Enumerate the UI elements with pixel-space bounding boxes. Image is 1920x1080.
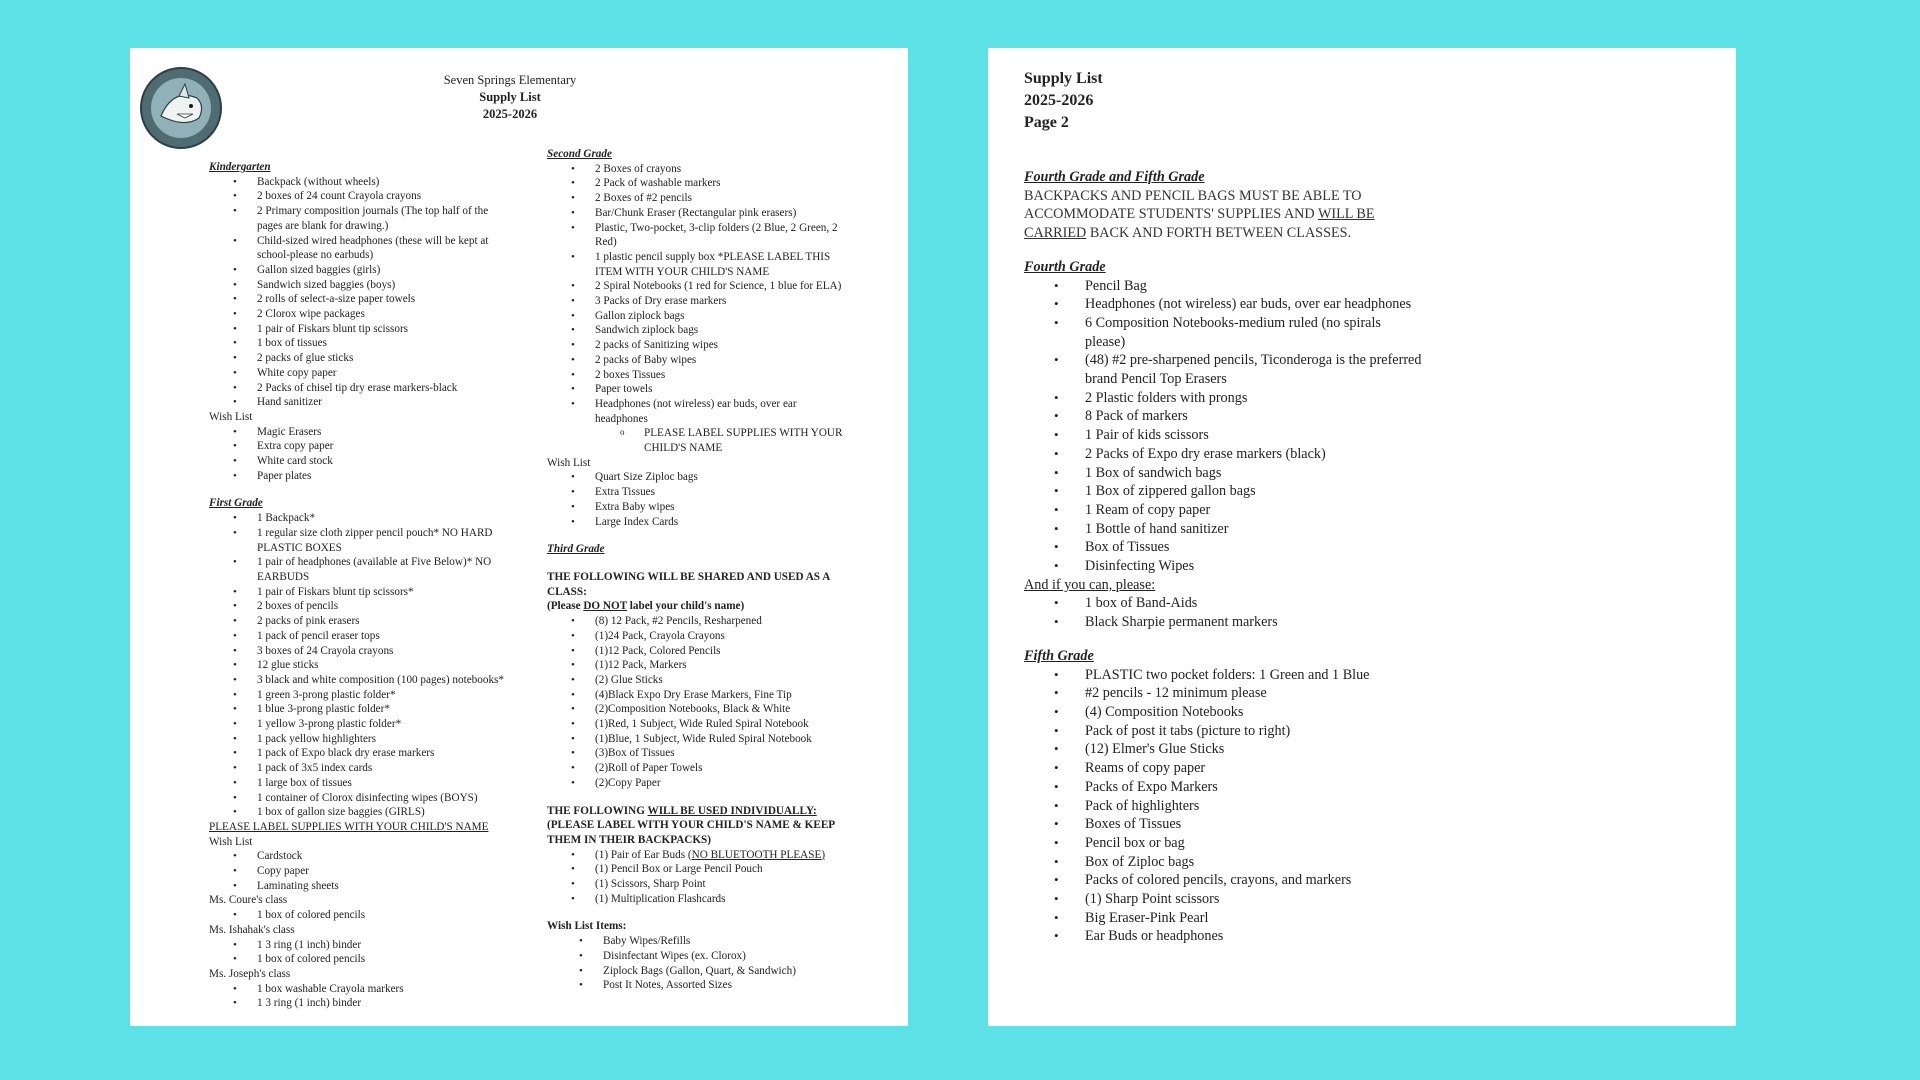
list-item: • Plastic, Two-pocket, 3-clip folders (2 Blue, 2 Green, 2 Red)	[547, 221, 847, 250]
list-item: • 1 Box of sandwich bags	[1024, 464, 1424, 483]
list-item: • 1 Backpack*	[209, 511, 509, 526]
list-item: • 1 box of gallon size baggies (GIRLS)	[209, 805, 509, 820]
combined-note	[1024, 187, 1424, 243]
list-item: • (3)Box of Tissues	[547, 746, 847, 761]
list-item: • 2 packs of glue sticks	[209, 351, 509, 366]
list-item: • Ear Buds or headphones	[1024, 927, 1424, 946]
list-item: • (1) Scissors, Sharp Point	[547, 877, 847, 892]
list-item: • 1 box of colored pencils	[209, 908, 509, 923]
list-item: • (1)12 Pack, Colored Pencils	[547, 644, 847, 659]
list-item: • 1 pack of pencil eraser tops	[209, 629, 509, 644]
third-grade-wish-label: Wish List Items:	[547, 920, 627, 933]
list-item: • (1) Sharp Point scissors	[1024, 890, 1424, 909]
individual-list-rest	[547, 862, 847, 906]
shared-note-post: label your child's name)	[626, 600, 745, 613]
kindergarten-wish-label: Wish List	[209, 410, 253, 423]
list-item: • 1 Box of zippered gallon bags	[1024, 482, 1424, 501]
list-item: • 1 Ream of copy paper	[1024, 501, 1424, 520]
list-item: • 1 box washable Crayola markers	[209, 982, 509, 997]
individual-heading	[547, 804, 847, 819]
individual-heading-pre: THE FOLLOWING	[547, 804, 648, 817]
list-item: • 6 Composition Notebooks-medium ruled (no spirals please)	[1024, 314, 1424, 351]
list-item: • (1)12 Pack, Markers	[547, 658, 847, 673]
list-item: • 2 Primary composition journals (The top half of the pages are blank for drawing.)	[209, 204, 509, 233]
list-item: • 1 Pair of kids scissors	[1024, 426, 1424, 445]
first-grade-wish-label: Wish List	[209, 835, 253, 848]
list-item: • (2)Roll of Paper Towels	[547, 761, 847, 776]
list-item: • Hand sanitizer	[209, 395, 509, 410]
list-item: • Gallon ziplock bags	[547, 309, 847, 324]
list-item: • (2)Composition Notebooks, Black & White	[547, 702, 847, 717]
list-item: • Laminating sheets	[209, 879, 509, 894]
kindergarten-list	[209, 175, 509, 410]
list-item: • White copy paper	[209, 366, 509, 381]
list-item: • 2 boxes of pencils	[209, 599, 509, 614]
page-2-header	[1024, 68, 1103, 134]
list-item: • Extra Tissues	[547, 485, 847, 500]
second-grade-sub-note	[547, 426, 847, 455]
list-item: • 1 pack of 3x5 index cards	[209, 761, 509, 776]
list-item: • 2 rolls of select-a-size paper towels	[209, 292, 509, 307]
list-item: • 3 black and white composition (100 pages) notebooks*	[209, 673, 509, 688]
list-item: • Sandwich sized baggies (boys)	[209, 278, 509, 293]
list-item: • Gallon sized baggies (girls)	[209, 263, 509, 278]
third-grade-wish-list	[547, 934, 847, 993]
combined-heading: Fourth Grade and Fifth Grade	[1024, 169, 1205, 185]
list-item: • Copy paper	[209, 864, 509, 879]
school-logo-icon	[139, 66, 223, 150]
list-item: • (1)Red, 1 Subject, Wide Ruled Spiral Notebook	[547, 717, 847, 732]
list-item: • 8 Pack of markers	[1024, 407, 1424, 426]
list-item: • 3 boxes of 24 Crayola crayons	[209, 644, 509, 659]
sub-note-item: o PLEASE LABEL SUPPLIES WITH YOUR CHILD'S NAME	[547, 426, 847, 455]
list-item: • Boxes of Tissues	[1024, 815, 1424, 834]
list-item: • Pencil Bag	[1024, 277, 1424, 296]
list-item: • 1 pair of headphones (available at Five Below)* NO EARBUDS	[209, 555, 509, 584]
list-item: • Baby Wipes/Refills	[547, 934, 847, 949]
list-item: • 2 packs of pink erasers	[209, 614, 509, 629]
list-item: • Headphones (not wireless) ear buds, over ear headphones	[547, 397, 847, 426]
list-item: • (1)24 Pack, Crayola Crayons	[547, 629, 847, 644]
list-item: • 2 packs of Baby wipes	[547, 353, 847, 368]
list-item: • 2 Packs of Expo dry erase markers (black)	[1024, 445, 1424, 464]
combined-note-post: BACK AND FORTH BETWEEN CLASSES.	[1086, 225, 1352, 242]
list-item: • Extra copy paper	[209, 439, 509, 454]
list-item: • Pencil box or bag	[1024, 834, 1424, 853]
second-grade-wish-label: Wish List	[547, 456, 591, 469]
list-item: • 2 Pack of washable markers	[547, 176, 847, 191]
list-item: • (12) Elmer's Glue Sticks	[1024, 740, 1424, 759]
first-grade-wish-list	[209, 849, 509, 893]
fourth-grade-list	[1024, 277, 1424, 576]
school-year: 2025-2026	[482, 107, 538, 121]
list-item: • 1 container of Clorox disinfecting wipes (BOYS)	[209, 791, 509, 806]
list-item: • 1 pack of Expo black dry erase markers	[209, 746, 509, 761]
fifth-grade-heading: Fifth Grade	[1024, 647, 1094, 664]
first-grade-heading: First Grade	[209, 497, 263, 510]
list-item: • 1 box of colored pencils	[209, 952, 509, 967]
list-item: • (1) Pencil Box or Large Pencil Pouch	[547, 862, 847, 877]
second-grade-wish-list	[547, 470, 847, 529]
list-item: • Packs of colored pencils, crayons, and markers	[1024, 871, 1424, 890]
kindergarten-wish-list	[209, 425, 509, 484]
list-item: • Sandwich ziplock bags	[547, 323, 847, 338]
list-item: • Backpack (without wheels)	[209, 175, 509, 190]
list-item: • Pack of post it tabs (picture to right)	[1024, 722, 1424, 741]
class-joseph-label: Ms. Joseph's class	[209, 967, 291, 980]
first-grade-label-note: PLEASE LABEL SUPPLIES WITH YOUR CHILD'S NAME	[209, 820, 489, 833]
list-item: • Ziplock Bags (Gallon, Quart, & Sandwich)	[547, 964, 847, 979]
shared-note	[547, 599, 847, 614]
list-item: • Post It Notes, Assorted Sizes	[547, 978, 847, 993]
list-item: • Reams of copy paper	[1024, 759, 1424, 778]
page-2-number: Page 2	[1024, 114, 1069, 131]
document-title: Supply List	[479, 90, 541, 104]
combined-note-emph: WILL BE CARRIED	[1024, 206, 1375, 242]
earbuds-emph: NO BLUETOOTH PLEASE)	[691, 848, 826, 861]
list-item: • 12 glue sticks	[209, 658, 509, 673]
class-coure-list	[209, 908, 509, 923]
list-item: • (1)Blue, 1 Subject, Wide Ruled Spiral Notebook	[547, 732, 847, 747]
class-joseph-list	[209, 982, 509, 1011]
page-2-column	[1024, 168, 1424, 946]
list-item: • (8) 12 Pack, #2 Pencils, Resharpened	[547, 614, 847, 629]
list-item: • 3 Packs of Dry erase markers	[547, 294, 847, 309]
list-item: • 1 pair of Fiskars blunt tip scissors	[209, 322, 509, 337]
combined-note-pre: BACKPACKS AND PENCIL BAGS MUST BE ABLE TO ACCOMMODATE STUDENTS' SUPPLIES AND	[1024, 187, 1362, 223]
list-item: • (1) Multiplication Flashcards	[547, 892, 847, 907]
list-item: • Quart Size Ziploc bags	[547, 470, 847, 485]
list-item: • 1 3 ring (1 inch) binder	[209, 938, 509, 953]
list-item: • 2 Packs of chisel tip dry erase markers-black	[209, 381, 509, 396]
class-coure-label: Ms. Coure's class	[209, 894, 288, 907]
list-item: • Packs of Expo Markers	[1024, 778, 1424, 797]
list-item: • 1 blue 3-prong plastic folder*	[209, 702, 509, 717]
list-item: • Paper plates	[209, 469, 509, 484]
first-grade-list	[209, 511, 509, 820]
earbuds-pre: (1) Pair of Ear Buds (	[595, 848, 692, 861]
list-item: • Disinfecting Wipes	[1024, 557, 1424, 576]
list-item: • White card stock	[209, 454, 509, 469]
list-item: • (4)Black Expo Dry Erase Markers, Fine Tip	[547, 688, 847, 703]
school-name: Seven Springs Elementary	[443, 73, 577, 87]
list-item: • 2 boxes of 24 count Crayola crayons	[209, 189, 509, 204]
list-item: • Cardstock	[209, 849, 509, 864]
list-item: • Large Index Cards	[547, 515, 847, 530]
list-item: • 2 packs of Sanitizing wipes	[547, 338, 847, 353]
class-ishahak-label: Ms. Ishahak's class	[209, 923, 295, 936]
list-item: • 2 Boxes of crayons	[547, 162, 847, 177]
list-item: • Box of Tissues	[1024, 538, 1424, 557]
individual-heading-emph: WILL BE USED INDIVIDUALLY:	[647, 804, 817, 817]
list-item: • (4) Composition Notebooks	[1024, 703, 1424, 722]
list-item: • Paper towels	[547, 382, 847, 397]
shared-note-emph: DO NOT	[583, 600, 627, 613]
individual-note: (PLEASE LABEL WITH YOUR CHILD'S NAME & KEEP THEM IN THEIR BACKPACKS)	[547, 819, 835, 846]
page-2-year: 2025-2026	[1024, 92, 1094, 109]
list-item: • 2 Spiral Notebooks (1 red for Science, 1 blue for ELA)	[547, 279, 847, 294]
list-item: • 1 regular size cloth zipper pencil pouch* NO HARD PLASTIC BOXES	[209, 526, 509, 555]
right-column	[547, 147, 847, 993]
third-grade-heading: Third Grade	[547, 543, 605, 556]
individual-list	[547, 848, 847, 863]
kindergarten-heading: Kindergarten	[209, 161, 271, 173]
shared-note-pre: (Please	[547, 600, 584, 613]
list-item: • (2) Glue Sticks	[547, 673, 847, 688]
shared-heading: THE FOLLOWING WILL BE SHARED AND USED AS A CLASS:	[547, 570, 830, 598]
fourth-grade-extra-list	[1024, 594, 1424, 631]
left-column	[209, 160, 509, 1011]
list-item: • 1 large box of tissues	[209, 776, 509, 791]
list-item: • Black Sharpie permanent markers	[1024, 613, 1424, 632]
list-item: • 1 plastic pencil supply box *PLEASE LABEL THIS ITEM WITH YOUR CHILD'S NAME	[547, 250, 847, 279]
list-item: • Extra Baby wipes	[547, 500, 847, 515]
fourth-grade-extra-label: And if you can, please:	[1024, 576, 1156, 593]
list-item: • Box of Ziploc bags	[1024, 853, 1424, 872]
list-item: • Big Eraser-Pink Pearl	[1024, 909, 1424, 928]
second-grade-heading: Second Grade	[547, 148, 612, 160]
list-item: • 1 3 ring (1 inch) binder	[209, 996, 509, 1011]
list-item: • 1 yellow 3-prong plastic folder*	[209, 717, 509, 732]
list-item: • #2 pencils - 12 minimum please	[1024, 684, 1424, 703]
list-item	[547, 848, 847, 863]
list-item: • 1 Bottle of hand sanitizer	[1024, 520, 1424, 539]
list-item: • 1 box of Band-Aids	[1024, 594, 1424, 613]
list-item: • (48) #2 pre-sharpened pencils, Ticonderoga is the preferred brand Pencil Top Erasers	[1024, 351, 1424, 388]
list-item: • 1 pack yellow highlighters	[209, 732, 509, 747]
list-item: • (2)Copy Paper	[547, 776, 847, 791]
list-item: • 2 Boxes of #2 pencils	[547, 191, 847, 206]
document-page-1	[130, 48, 908, 1026]
list-item: • Magic Erasers	[209, 425, 509, 440]
list-item: • Disinfectant Wipes (ex. Clorox)	[547, 949, 847, 964]
list-item: • 1 box of tissues	[209, 336, 509, 351]
list-item: • Headphones (not wireless) ear buds, over ear headphones	[1024, 295, 1424, 314]
document-header	[380, 72, 640, 123]
list-item: • Pack of highlighters	[1024, 797, 1424, 816]
list-item: • 2 Clorox wipe packages	[209, 307, 509, 322]
page-2-title: Supply List	[1024, 70, 1103, 87]
list-item: • Child-sized wired headphones (these will be kept at school-please no earbuds)	[209, 234, 509, 263]
list-item: • 2 Plastic folders with prongs	[1024, 389, 1424, 408]
list-item: • 1 pair of Fiskars blunt tip scissors*	[209, 585, 509, 600]
list-item: • 1 green 3-prong plastic folder*	[209, 688, 509, 703]
fourth-grade-heading: Fourth Grade	[1024, 258, 1106, 275]
list-item: • Bar/Chunk Eraser (Rectangular pink erasers)	[547, 206, 847, 221]
list-item: • 2 boxes Tissues	[547, 368, 847, 383]
class-ishahak-list	[209, 938, 509, 967]
fifth-grade-list	[1024, 666, 1424, 947]
second-grade-list	[547, 162, 847, 427]
document-page-2	[988, 48, 1736, 1026]
list-item: • PLASTIC two pocket folders: 1 Green and 1 Blue	[1024, 666, 1424, 685]
shared-list	[547, 614, 847, 790]
